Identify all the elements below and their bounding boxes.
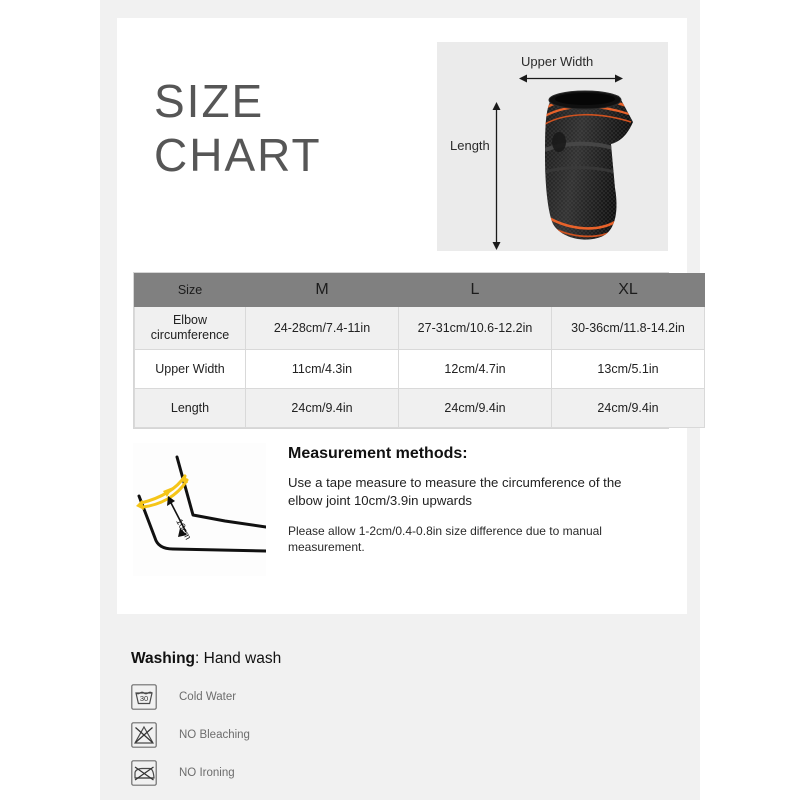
elbow-brace-photo bbox=[515, 84, 655, 244]
arm-measurement-diagram-icon bbox=[133, 443, 266, 576]
washing-value: Hand wash bbox=[203, 650, 282, 667]
length-arrow-icon bbox=[492, 102, 501, 250]
table-header-size: Size bbox=[135, 274, 246, 307]
page-title bbox=[154, 74, 424, 182]
cell-upper-width-xl: 13cm/5.1in bbox=[552, 350, 705, 389]
cell-elbow-circumference-xl: 30-36cm/11.8-14.2in bbox=[552, 307, 705, 350]
table-row bbox=[135, 389, 705, 428]
cell-length-xl: 24cm/9.4in bbox=[552, 389, 705, 428]
measurement-note: Please allow 1-2cm/0.4-0.8in size difference due to manual measurement. bbox=[288, 524, 602, 554]
wash-tub-30-icon bbox=[131, 684, 157, 710]
svg-text:30: 30 bbox=[139, 694, 149, 703]
table-header-row bbox=[135, 274, 705, 307]
table-header-l: L bbox=[399, 274, 552, 307]
cell-upper-width-m: 11cm/4.3in bbox=[246, 350, 399, 389]
upper-width-label: Upper Width bbox=[521, 54, 594, 69]
measurement-text-block bbox=[288, 445, 658, 555]
page-title-line-2: CHART bbox=[154, 129, 322, 181]
wash-instruction-label: NO Bleaching bbox=[179, 729, 250, 741]
row-header-elbow-circumference: Elbow circumference bbox=[135, 307, 246, 350]
product-photo-panel bbox=[437, 42, 668, 251]
upper-width-arrow-icon bbox=[519, 74, 623, 83]
length-label: Length bbox=[450, 138, 490, 153]
content-card bbox=[117, 18, 687, 614]
wash-instruction-row bbox=[131, 716, 551, 754]
wash-instruction-label: Cold Water bbox=[179, 691, 237, 703]
table-row bbox=[135, 307, 705, 350]
no-iron-icon bbox=[131, 760, 157, 786]
cell-length-m: 24cm/9.4in bbox=[246, 389, 399, 428]
washing-separator: : bbox=[195, 650, 200, 667]
cell-elbow-circumference-m: 24-28cm/7.4-11in bbox=[246, 307, 399, 350]
page-title-line-1: SIZE bbox=[154, 75, 265, 127]
wash-instruction-label: NO Ironing bbox=[179, 767, 235, 779]
cell-elbow-circumference-l: 27-31cm/10.6-12.2in bbox=[399, 307, 552, 350]
cell-upper-width-l: 12cm/4.7in bbox=[399, 350, 552, 389]
row-header-upper-width: Upper Width bbox=[135, 350, 246, 389]
measurement-title: Measurement methods: bbox=[288, 445, 468, 462]
table-row bbox=[135, 350, 705, 389]
washing-title bbox=[131, 650, 551, 668]
washing-section bbox=[131, 650, 551, 792]
table-header-m: M bbox=[246, 274, 399, 307]
size-table bbox=[133, 272, 685, 429]
measurement-methods-section bbox=[133, 443, 667, 576]
diagram-distance-label: 10cm bbox=[174, 517, 194, 542]
wash-instruction-row bbox=[131, 678, 551, 716]
table-header-xl: XL bbox=[552, 274, 705, 307]
row-header-length: Length bbox=[135, 389, 246, 428]
washing-label: Washing bbox=[131, 650, 196, 667]
cell-length-l: 24cm/9.4in bbox=[399, 389, 552, 428]
no-bleach-icon bbox=[131, 722, 157, 748]
measurement-diagram-panel bbox=[133, 443, 266, 576]
measurement-body: Use a tape measure to measure the circumference of the elbow joint 10cm/3.9in upwards bbox=[288, 475, 622, 508]
wash-instruction-row bbox=[131, 754, 551, 792]
